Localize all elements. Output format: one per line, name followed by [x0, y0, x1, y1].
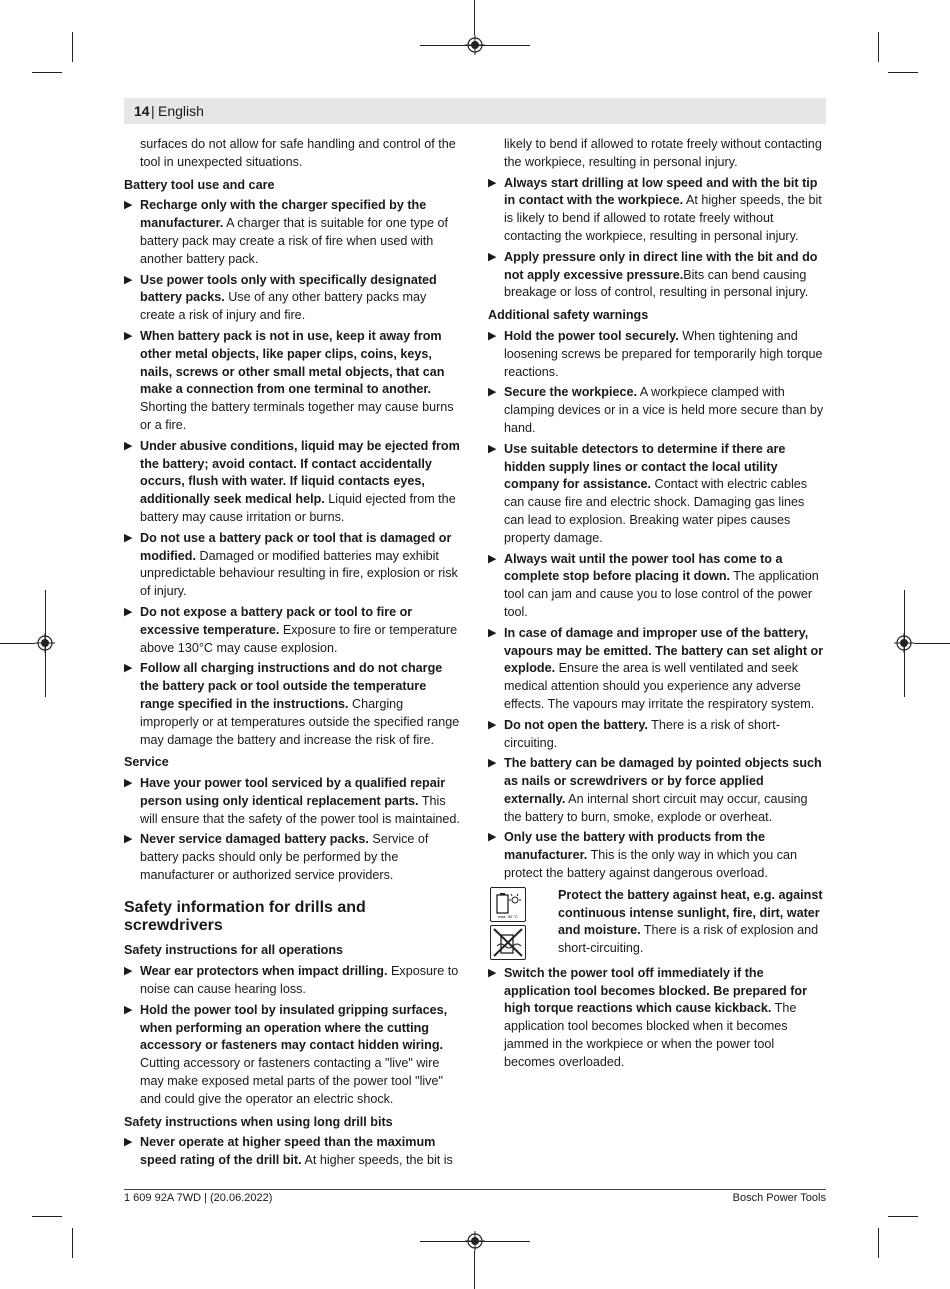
page-header	[124, 98, 826, 124]
left-intro: surfaces do not allow for safe handling and control of the tool in unexpected situations.	[140, 137, 456, 169]
bullet-item	[124, 660, 463, 749]
bullet-bold-text: The battery can be damaged by pointed objects such as nails or screwdrivers or by force applied externally.	[504, 756, 822, 806]
bullet-arrow-icon: ▶	[488, 442, 497, 455]
bullet-detail-text: Liquid ejected from the battery may cause irritation or burns.	[140, 492, 456, 524]
bullet-item	[488, 965, 826, 1072]
bullet-bold-text: Hold the power tool securely.	[504, 328, 679, 343]
crop-mark	[888, 72, 918, 73]
bullet-detail-text: Exposure to noise can cause hearing loss.	[140, 964, 459, 997]
bullet-item	[124, 775, 463, 828]
crop-mark	[32, 1216, 62, 1217]
crop-mark	[888, 1216, 918, 1217]
bullet-detail-text: The application tool becomes blocked when it becomes jammed in the workpiece or when the power tool becomes overloaded.	[504, 1001, 797, 1069]
bullet-bold-text: Have your power tool serviced by a qualified repair person using only identical replacement parts.	[140, 776, 446, 808]
bullet-bold-text: Always wait until the power tool has come to a complete stop before placing it down.	[504, 551, 783, 584]
bullet-bold-text: In case of damage and improper use of the battery, vapours may be emitted. The battery can set alight or explode.	[504, 625, 824, 676]
bullet-bold-text: Follow all charging instructions and do not charge the battery pack or tool outside the temperature range specified in the instructions.	[140, 661, 443, 711]
service-heading: Service	[124, 755, 169, 770]
bullet-detail-text: Cutting accessory or fasteners contacting a "live" wire may make exposed metal parts of the power tool "live" and could give the operator an electric shock.	[140, 1056, 443, 1106]
bullet-bold-text: Wear ear protectors when impact drilling.	[140, 964, 388, 979]
bullet-item	[124, 197, 463, 268]
bullet-item	[488, 829, 826, 882]
bullet-arrow-icon: ▶	[124, 1136, 133, 1149]
crop-mark	[878, 1228, 879, 1258]
bullet-bold-text: Secure the workpiece.	[504, 385, 637, 400]
bullet-detail-text: At higher speeds, the bit is likely to bend if allowed to rotate freely without contacting the workpiece, resulting in personal injury.	[504, 193, 822, 243]
bullet-bold-text: Under abusive conditions, liquid may be ejected from the battery; avoid contact. If contact accidentally occurs, flush with water. If liquid contacts eyes, additionally seek medical help.	[140, 438, 460, 507]
bullet-arrow-icon: ▶	[488, 966, 497, 979]
bullet-detail-text: Shorting the battery terminals together may cause burns or a fire.	[140, 400, 454, 432]
bullet-item	[488, 175, 826, 246]
bullet-detail-text: Use of any other battery packs may create a risk of injury and fire.	[140, 290, 427, 323]
bullet-item	[124, 272, 463, 325]
long-bits-list-cont	[488, 175, 826, 303]
right-intro: likely to bend if allowed to rotate freely without contacting the workpiece, resulting in personal injury.	[504, 137, 822, 169]
bullet-arrow-icon: ▶	[124, 439, 133, 452]
bullet-item	[488, 755, 826, 826]
bullet-arrow-icon: ▶	[124, 273, 133, 286]
all-ops-heading: Safety instructions for all operations	[124, 943, 344, 958]
bullet-arrow-icon: ▶	[488, 626, 497, 639]
battery-heat-icon	[490, 887, 526, 922]
additional-heading: Additional safety warnings	[488, 308, 649, 323]
drills-heading: Safety information for drills and screwdrivers	[124, 898, 366, 934]
crop-mark	[420, 1241, 530, 1242]
bullet-item	[124, 438, 463, 527]
crop-mark	[474, 1251, 475, 1289]
crop-mark	[474, 0, 475, 35]
additional-list	[488, 328, 826, 883]
bullet-bold-text: Never service damaged battery packs.	[140, 832, 369, 847]
bullet-arrow-icon: ▶	[488, 757, 497, 770]
bullet-detail-text: An internal short circuit may occur, causing the battery to burn, smoke, explode or overheat.	[504, 791, 808, 824]
bullet-arrow-icon: ▶	[488, 831, 497, 844]
bullet-item	[124, 530, 463, 601]
crop-mark	[32, 72, 62, 73]
bullet-detail-text: Service of battery packs should only be performed by the manufacturer or authorized service providers.	[140, 832, 429, 883]
bullet-bold-text: Recharge only with the charger specified by the manufacturer.	[140, 198, 427, 231]
bullet-detail-text: A charger that is suitable for one type of battery pack may create a risk of fire when used with another battery pack.	[140, 216, 449, 266]
bullet-detail-text: Exposure to fire or temperature above 130°C may cause explosion.	[140, 622, 458, 655]
bullet-arrow-icon: ▶	[488, 718, 497, 731]
heat-warning-detail: There is a risk of explosion and short-circuiting.	[558, 923, 819, 956]
bullet-bold-text: Do not expose a battery pack or tool to fire or excessive temperature.	[140, 604, 413, 637]
bullet-detail-text: Damaged or modified batteries may exhibit unpredictable behaviour resulting in fire, explosion or risk of injury.	[140, 548, 458, 599]
bullet-bold-text: Switch the power tool off immediately if the application tool becomes blocked. Be prepared for high torque reactions which cause kickback.	[504, 965, 808, 1016]
bullet-detail-text: There is a risk of short-circuiting.	[504, 717, 780, 750]
footer-divider	[124, 1189, 826, 1190]
bullet-item	[488, 441, 826, 548]
crop-mark	[45, 590, 46, 697]
bullet-arrow-icon: ▶	[488, 329, 497, 342]
bullet-detail-text: This is the only way in which you can protect the battery against dangerous overload.	[504, 848, 798, 881]
bullet-arrow-icon: ▶	[488, 386, 497, 399]
crop-mark	[904, 590, 905, 697]
bullet-detail-text: Contact with electric cables can cause fire and electric shock. Damaging gas lines can lead to explosion. Breaking water pipes causes property damage.	[504, 477, 808, 545]
bullet-arrow-icon: ▶	[488, 552, 497, 565]
crop-mark	[914, 643, 950, 644]
heat-warning-text	[558, 887, 826, 958]
bullet-arrow-icon: ▶	[124, 662, 133, 675]
bullet-arrow-icon: ▶	[124, 605, 133, 618]
bullet-bold-text: Do not use a battery pack or tool that is damaged or modified.	[140, 530, 452, 563]
bullet-bold-text: When battery pack is not in use, keep it away from other metal objects, like paper clips, coins, keys, nails, screws or other small metal objects, that can make a connection from one terminal to another.	[140, 328, 445, 397]
bullet-bold-text: Use power tools only with specifically designated battery packs.	[140, 272, 437, 305]
bullet-bold-text: Do not open the battery.	[504, 717, 648, 732]
long-bits-list	[124, 1134, 463, 1170]
bullet-item	[488, 249, 826, 302]
bullet-arrow-icon: ▶	[488, 250, 497, 263]
left-column	[124, 136, 463, 1173]
bullet-detail-text: At higher speeds, the bit is	[301, 1153, 453, 1168]
bullet-bold-text: Only use the battery with products from the manufacturer.	[504, 830, 766, 863]
page-number: 14	[134, 103, 150, 119]
bullet-item	[124, 1002, 463, 1109]
bullet-bold-text: Apply pressure only in direct line with the bit and do not apply excessive pressure.	[504, 249, 818, 282]
bullet-item	[124, 1134, 463, 1170]
long-bits-heading: Safety instructions when using long drill bits	[124, 1114, 393, 1129]
bullet-item	[124, 831, 463, 884]
crop-mark	[0, 643, 35, 644]
bullet-item	[124, 328, 463, 435]
footer-brand: Bosch Power Tools	[732, 1192, 826, 1204]
bullet-detail-text: Charging improperly or at temperatures outside the specified range may damage the battery and increase the risk of fire.	[140, 696, 460, 747]
bullet-item	[488, 328, 826, 381]
bullet-arrow-icon: ▶	[488, 176, 497, 189]
bullet-item	[124, 604, 463, 657]
bullet-item	[124, 963, 463, 999]
heat-warning-bold: Protect the battery against heat, e.g. against continuous intense sunlight, fire, dirt, water and moisture.	[558, 887, 823, 938]
bullet-item	[488, 717, 826, 753]
crop-mark	[72, 32, 73, 62]
crop-mark	[72, 1228, 73, 1258]
bullet-bold-text: Use suitable detectors to determine if there are hidden supply lines or contact the local utility company for assistance.	[504, 441, 786, 492]
battery-list	[124, 197, 463, 749]
crop-mark	[878, 32, 879, 62]
bullet-detail-text: Bits can bend causing breakage or loss of control, resulting in personal injury.	[504, 267, 809, 300]
header-separator: |	[151, 103, 155, 119]
bullet-bold-text: Never operate at higher speed than the maximum speed rating of the drill bit.	[140, 1135, 436, 1168]
last-list	[488, 965, 826, 1072]
bullet-item	[488, 384, 826, 437]
bullet-detail-text: The application tool can jam and cause you to lose control of the power tool.	[504, 569, 819, 619]
bullet-bold-text: Always start drilling at low speed and with the bit tip in contact with the workpiece.	[504, 175, 818, 208]
right-column	[488, 136, 826, 1075]
bullet-detail-text: A workpiece clamped with clamping devices or in a vice is held more secure than by hand.	[504, 385, 824, 435]
max-temperature-label: max. 50 °C	[498, 913, 518, 919]
heat-warning-note	[488, 887, 826, 959]
bullet-arrow-icon: ▶	[124, 329, 133, 342]
service-list	[124, 775, 463, 885]
header-language: English	[158, 103, 204, 119]
footer-doc-id: 1 609 92A 7WD | (20.06.2022)	[124, 1192, 273, 1204]
battery-heat-icon-graphic	[491, 888, 525, 921]
bullet-arrow-icon: ▶	[124, 965, 133, 978]
bullet-bold-text: Hold the power tool by insulated gripping surfaces, when performing an operation where the cutting accessory or fasteners may contact hidden wiring.	[140, 1002, 448, 1053]
bullet-arrow-icon: ▶	[124, 1003, 133, 1016]
battery-water-icon	[490, 925, 526, 960]
bullet-item	[488, 551, 826, 622]
bullet-arrow-icon: ▶	[124, 777, 133, 790]
battery-heading: Battery tool use and care	[124, 177, 275, 192]
bullet-detail-text: Ensure the area is well ventilated and seek medical attention should you experience any adverse effects. The vapours may irritate the respiratory system.	[504, 661, 815, 711]
bullet-arrow-icon: ▶	[124, 833, 133, 846]
bullet-detail-text: This will ensure that the safety of the power tool is maintained.	[140, 793, 460, 826]
bullet-arrow-icon: ▶	[124, 531, 133, 544]
bullet-arrow-icon: ▶	[124, 199, 133, 212]
crop-mark	[420, 45, 530, 46]
bullet-item	[488, 625, 826, 714]
all-ops-list	[124, 963, 463, 1108]
bullet-detail-text: When tightening and loosening screws be prepared for temporarily high torque reactions.	[504, 328, 823, 379]
